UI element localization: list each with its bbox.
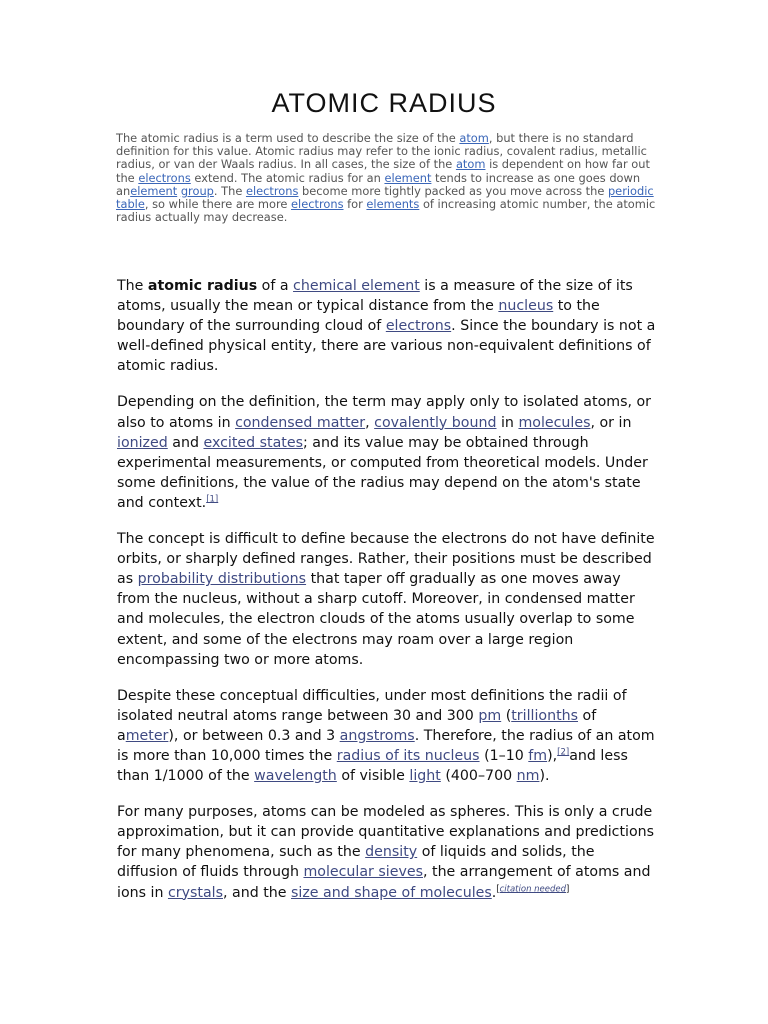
paragraph-applicability [117,392,657,513]
link-excited-states[interactable]: excited states [203,434,303,451]
link-molecules[interactable]: molecules [518,414,591,431]
intro-paragraph [116,132,656,224]
body-text: and [167,434,204,451]
body-text: The [117,278,148,294]
body-text: . Since the boundary is not a well-defined physical entity, there are various non-equivalent definitions of atomic radius. [117,318,656,375]
link-nucleus[interactable]: nucleus [498,298,554,315]
link-element[interactable]: element [130,183,178,198]
page-title: ATOMIC RADIUS [271,88,497,118]
link-trillionths[interactable]: trillionths [511,707,579,724]
link-atom[interactable]: atom [459,131,489,145]
link-citation-needed[interactable]: citation needed [499,883,567,894]
intro-text: tends to increase as one goes down an [116,170,641,198]
body-text: in [496,414,519,431]
intro-text: is dependent on how far out the [116,157,650,185]
link-radius-of-nucleus[interactable]: radius of its nucleus [336,747,480,764]
reference-superscript[interactable] [557,747,569,757]
link-electrons[interactable]: electrons [245,183,299,198]
bracket-close: ] [566,883,570,894]
body-text: of a [257,278,294,294]
link-reference-2[interactable]: [2] [557,747,570,758]
link-group[interactable]: group [180,183,214,198]
body-text: . Therefore, the radius of an atom is more than 10,000 times the [117,727,655,764]
bold-term: atomic radius [147,278,258,294]
body-text: For many purposes, atoms can be modeled as spheres. This is only a crude approximation, but it can provide quantitative explanations and predictions for many phenomena, such as the [117,804,655,861]
link-condensed-matter[interactable]: condensed matter [235,414,366,431]
body-text: , the arrangement of atoms and ions in [117,864,651,901]
link-electrons[interactable]: electrons [291,197,344,212]
intro-text: . The [213,183,246,198]
link-fm[interactable]: fm [528,747,548,764]
body-text: ), [547,747,558,764]
body-text: ; and its value may be obtained through experimental measurements, or computed from theoretical models. Under some definitions, the value of the radius may depend on the atom's state and context. [117,434,648,511]
link-size-and-shape[interactable]: size and shape of molecules [291,884,492,901]
body-text: ( [501,707,512,724]
body-text: and less than 1/1000 of the [117,747,628,785]
link-angstroms[interactable]: angstroms [339,727,415,744]
intro-text: , but there is no standard definition for this value. Atomic radius may refer to the ionic radius, covalent radius, metallic radius, or van der Waals radius. In all cases, the size of the [116,131,647,172]
body-text: The concept is difficult to define because the electrons do not have definite orbits, or sharply defined ranges. Rather, their positions must be described as [117,531,655,588]
link-probability-distributions[interactable]: probability distributions [137,571,307,588]
body-text: , or in [590,414,632,431]
body-text: (1–10 [479,747,529,764]
body-text: is a measure of the size of its atoms, usually the mean or typical distance from the [117,278,633,315]
intro-text: The atomic radius is a term used to describe the size of the [116,131,460,145]
link-covalently-bound[interactable]: covalently bound [374,414,497,431]
intro-text: of increasing atomic number, the atomic radius actually may decrease. [116,197,656,225]
body-text: Depending on the definition, the term may apply only to isolated atoms, or also to atoms in [117,394,651,431]
link-elements[interactable]: elements [366,197,420,212]
body-text: of visible [336,768,410,785]
intro-text: , so while there are more [144,197,292,212]
link-reference-1[interactable]: [1] [206,494,219,505]
link-light[interactable]: light [409,768,441,785]
intro-text: for [343,197,367,212]
body-text: to the boundary of the surrounding cloud of [117,298,600,335]
link-pm[interactable]: pm [478,707,502,724]
link-periodic-table[interactable]: periodic table [116,183,654,212]
bracket-open: [ [496,883,500,894]
link-electrons[interactable]: electrons [385,318,452,335]
paragraph-concept [117,529,657,670]
body-text: of liquids and solids, the diffusion of fluids through [117,844,595,881]
intro-text: become more tightly packed as you move across the [298,183,608,198]
link-element[interactable]: element [384,170,432,185]
link-nm[interactable]: nm [516,768,540,785]
link-crystals[interactable]: crystals [167,884,223,901]
paragraph-radii-range [117,686,657,786]
paragraph-definition [117,276,657,376]
body-text: Despite these conceptual difficulties, under most definitions the radii of isolated neutral atoms range between 30 and 300 [117,687,627,724]
link-ionized[interactable]: ionized [117,434,168,451]
body-text: . [491,884,497,901]
link-electrons[interactable]: electrons [138,170,191,185]
link-atom[interactable]: atom [455,157,486,172]
intro-text: extend. The atomic radius for an [190,170,385,185]
link-meter[interactable]: meter [125,727,169,744]
paragraph-spheres [117,802,657,902]
link-chemical-element[interactable]: chemical element [293,278,420,294]
article-body [117,276,657,919]
body-text: ), or between 0.3 and 3 [168,727,340,744]
body-text: of a [117,707,597,744]
link-wavelength[interactable]: wavelength [254,768,337,785]
reference-superscript[interactable] [206,494,218,504]
body-text: (400–700 [440,768,517,785]
body-text: , and the [222,884,291,901]
link-density[interactable]: density [365,844,418,861]
body-text: ). [539,768,550,785]
link-molecular-sieves[interactable]: molecular sieves [303,864,423,881]
citation-needed-superscript [496,884,569,894]
body-text: that taper off gradually as one moves away from the nucleus, without a sharp cutoff. Moreover, in condensed matter and molecules, the electron clouds of the atoms usually overlap to some extent, and some of the electrons may roam over a large region encompassing two or more atoms. [117,571,635,668]
body-text: , [365,414,375,431]
